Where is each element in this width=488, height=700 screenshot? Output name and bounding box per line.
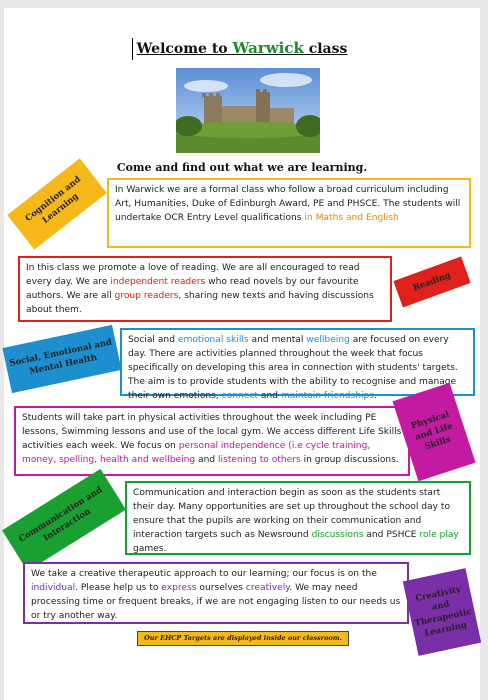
semh-box (120, 328, 475, 401)
title-class-name: Warwick (232, 39, 304, 57)
reading-box (18, 256, 392, 322)
title-prefix: Welcome to (136, 41, 233, 57)
physical-label-text: Physical and Life Skills (409, 409, 455, 453)
communication-label (2, 469, 126, 571)
cognition-highlight: in Maths and English (304, 213, 399, 223)
creativity-text-1: We take a creative therapeutic approach to our learning; our focus is on the (31, 569, 377, 579)
semh-text-4: and (257, 391, 281, 401)
creativity-highlight-2: express (161, 583, 197, 593)
semh-highlight-1: emotional skills (177, 335, 249, 345)
page-subtitle: Come and find out what we are learning. (116, 161, 368, 174)
physical-highlight-2: listening to others (218, 455, 301, 465)
physical-box (14, 406, 410, 476)
ehcp-note: Our EHCP Targets are displayed inside our classroom. (137, 631, 349, 646)
communication-text-1: Communication and interaction begin as soon as the students start their day. Many opportunities are set up throughout the school day to ensure that the pupils are working on their communication and interaction targets such as Newsround (133, 488, 451, 540)
semh-text-1: Social and (128, 335, 178, 345)
creativity-text-3: ourselves (196, 583, 246, 593)
communication-text-2: and PSHCE (363, 530, 420, 540)
reading-label (393, 257, 470, 308)
communication-highlight-1: discussions (311, 530, 364, 540)
semh-text-5: . (374, 391, 377, 401)
semh-text-2: and mental (248, 335, 307, 345)
page (4, 8, 480, 700)
communication-label-text: Communication and Interaction (17, 485, 105, 545)
creativity-label-text: Creativity and Therapeutic Learning (413, 584, 473, 639)
reading-text-3: , sharing new texts and having discussions about them. (26, 291, 374, 315)
reading-highlight-2: group readers (114, 291, 179, 301)
castle-photo (176, 68, 320, 153)
semh-label-text: Social, Emotional and Mental Health (8, 337, 113, 377)
semh-text-3: are focused on every day. There are activities planned throughout the week that focus specifically on developing this area in connection with students' targets. The aim is to provide students with the ability to recognise and manage their own emotions, (128, 335, 458, 401)
creativity-text-2: . Please help us to (75, 583, 162, 593)
title-suffix: class (303, 41, 348, 57)
creativity-highlight-3: creatively (245, 583, 290, 593)
reading-highlight-1: independent readers (110, 277, 206, 287)
page-title (4, 39, 480, 57)
reading-text-2: who read novels by our favourite authors. We are all (26, 277, 359, 301)
creativity-highlight-1: individual (31, 583, 76, 593)
cognition-label-text: Cognition and Learning (23, 174, 83, 226)
cognition-box (107, 178, 471, 248)
communication-highlight-2: role play (419, 530, 459, 540)
physical-text-1: Students will take part in physical activities throughout the week including PE lessons, Swimming lessons and use of the local gym. We access different Life Skills activities each week. We focus on (22, 413, 402, 451)
reading-label-text: Reading (411, 270, 453, 294)
communication-box (125, 481, 471, 555)
physical-text-3: in group discussions. (300, 455, 399, 465)
reading-text-1: In this class we promote a love of reading. We are all encouraged to read every day. We are (26, 263, 360, 287)
semh-label (2, 325, 121, 393)
creativity-label (403, 568, 481, 656)
communication-text-3: games. (133, 544, 167, 554)
physical-highlight-1: personal independence (i.e cycle training, money, spelling, health and wellbeing (22, 441, 371, 465)
creativity-box (23, 562, 409, 624)
semh-highlight-3: connect (221, 391, 258, 401)
creativity-text-4: . We may need processing time or frequent breaks, if we are not engaging listen to our needs us or try another way. (31, 583, 401, 621)
semh-highlight-4: maintain friendships (280, 391, 375, 401)
cognition-text: In Warwick we are a formal class who follow a broad curriculum including Art, Humanities, Duke of Edinburgh Award, PE and PHSCE. The students will undertake OCR Entry Level qualifications (115, 185, 461, 223)
physical-text-2: and (195, 455, 219, 465)
semh-highlight-2: wellbeing (306, 335, 350, 345)
